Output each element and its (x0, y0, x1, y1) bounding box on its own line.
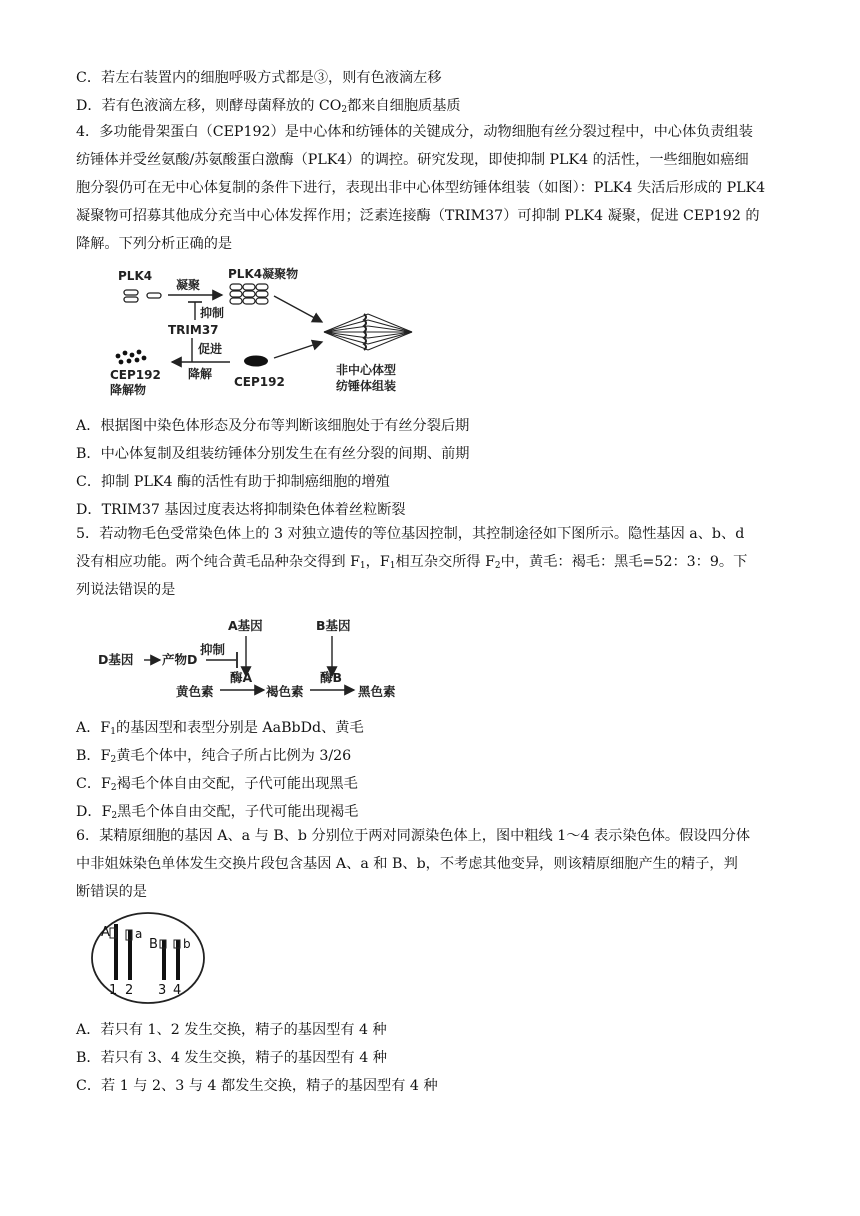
aggregation-label: 凝聚 (176, 278, 201, 292)
q5-option-b: B．$F_2$黄毛个体中，纯合子所占比例为 3/26 (76, 748, 352, 765)
q6-option-a: A．若只有 1、2 发生交换，精子的基因型有 4 种 (76, 1022, 387, 1038)
q4-stem (76, 118, 788, 258)
spindle-label-2: 纺锤体组装 (336, 379, 397, 393)
gene-d-label: D基因 (98, 652, 134, 667)
black-pigment-label: 黑色素 (358, 684, 396, 699)
chromosome-4 (176, 940, 180, 980)
gene-label-A: A (101, 925, 110, 940)
q6-stem-row: 6．某精原细胞的基因 A、a 与 B、b 分别位于两对同源染色体上，图中粗线 1～4 表示染色体。假设四分体 (76, 828, 751, 844)
q6-option-c: C．若 1 与 2、3 与 4 都发生交换，精子的基因型有 4 种 (76, 1078, 438, 1094)
trim37-label: TRIM37 (168, 323, 219, 337)
cep192-blob (244, 356, 268, 367)
degrade-label: 降解 (188, 367, 213, 381)
q4-pathway-figure (110, 262, 430, 402)
gene-label-B: B (149, 937, 158, 952)
enzyme-b-label: 酶B (320, 670, 343, 685)
q4-stem-row: 4．多功能骨架蛋白（CEP192）是中心体和纺锤体的关键成分，动物细胞有丝分裂过程中，中心体负责组装 (76, 124, 753, 140)
yellow-pigment-label: 黄色素 (176, 684, 214, 699)
inhibit-label: 抑制 (200, 306, 225, 320)
cep192-label: CEP192 (234, 375, 285, 389)
plk4-label: PLK4 (118, 269, 153, 283)
q4-stem-row: 纺锤体并受丝氨酸/苏氨酸蛋白激酶（PLK4）的调控。研究发现，即使抑制 PLK4 的活性，一些细胞如癌细 (76, 152, 749, 168)
gene-a-label: A基因 (228, 618, 263, 633)
spindle-icon (324, 314, 412, 350)
aggregate-to-spindle-arrow (274, 296, 322, 322)
spindle-label-1: 非中心体型 (336, 363, 397, 377)
plk4-monomers (124, 290, 161, 302)
q5-option-a: A．$F_1$的基因型和表型分别是 AaBbDd、黄毛 (76, 720, 364, 737)
q5-option-c: C．$F_2$褐毛个体自由交配，子代可能出现黑毛 (76, 776, 358, 793)
q5-stem (76, 520, 788, 604)
cep192-to-spindle-arrow (274, 342, 322, 358)
q4-option-c: C．抑制 PLK4 酶的活性有助于抑制癌细胞的增殖 (76, 474, 390, 490)
chromosome-number-3: 3 (158, 983, 167, 998)
cep192-product-label-2: 降解物 (110, 383, 147, 397)
q6-stem-row: 断错误的是 (76, 884, 147, 900)
gene-b-label: B基因 (316, 618, 351, 633)
q4-option-b: B．中心体复制及组装纺锤体分别发生在有丝分裂的间期、前期 (76, 446, 470, 462)
q6-stem-row: 中非姐妹染色单体发生交换片段包含基因 A、a 和 B、b，不考虑其他变异，则该精原细胞产生的精子，判 (76, 856, 738, 872)
q3-option-d: D．若有色液滴左移，则酵母菌释放的 $CO_2$都来自细胞质基质 (76, 98, 461, 115)
chromosome-number-4: 4 (173, 983, 182, 998)
q4-stem-row: 胞分裂仍可在无中心体复制的条件下进行，表现出非中心体型纺锤体组装（如图）：PLK4 失活后形成的 PLK4 (76, 180, 766, 196)
plk4-aggregate-label: PLK4凝聚物 (228, 267, 299, 281)
q3-option-c: C．若左右装置内的细胞呼吸方式都是③，则有色液滴左移 (76, 70, 442, 86)
chromosome-number-1: 1 (109, 983, 118, 998)
q5-option-d: D．$F_2$黑毛个体自由交配，子代可能出现褐毛 (76, 804, 359, 821)
q4-option-a: A．根据图中染色体形态及分布等判断该细胞处于有丝分裂后期 (76, 418, 470, 434)
plk4-aggregate-blob (230, 284, 268, 304)
q6-option-b: B．若只有 3、4 发生交换，精子的基因型有 4 种 (76, 1050, 387, 1066)
q5-stem-row: 列说法错误的是 (76, 582, 176, 598)
q6-stem (76, 822, 788, 906)
q5-stem-row: 5．若动物毛色受常染色体上的 3 对独立遗传的等位基因控制，其控制途径如下图所示。隐性基因 a、b、d (76, 526, 745, 542)
enzyme-a-label: 酶A (230, 670, 253, 685)
q4-stem-row: 凝聚物可招募其他成分充当中心体发挥作用；泛素连接酶（TRIM37）可抑制 PLK4 凝聚，促进 CEP192 的 (76, 208, 760, 224)
chromosome-3 (162, 940, 166, 980)
gene-label-a: a (135, 927, 143, 941)
cep192-fragments (116, 350, 147, 365)
brown-pigment-label: 褐色素 (266, 684, 304, 699)
promote-label: 促进 (198, 342, 223, 356)
chromosome-2 (128, 930, 132, 980)
q6-cell-figure (88, 910, 210, 1006)
cep192-product-label-1: CEP192 (110, 368, 161, 382)
q4-stem-row: 降解。下列分析正确的是 (76, 236, 233, 252)
q5-stem-row: 没有相应功能。两个纯合黄毛品种杂交得到 $F_1$，$F_1$相互杂交所得 $F_2$中，黄毛：褐毛：黑毛=52：3：9。下 (76, 554, 748, 571)
q4-option-d: D．TRIM37 基因过度表达将抑制染色体着丝粒断裂 (76, 502, 406, 518)
product-d-label: 产物D (162, 652, 198, 667)
chromosome-number-2: 2 (125, 983, 134, 998)
q5-pathway-figure (96, 612, 416, 704)
inhibit-label: 抑制 (200, 642, 226, 657)
gene-label-b: b (183, 937, 191, 951)
